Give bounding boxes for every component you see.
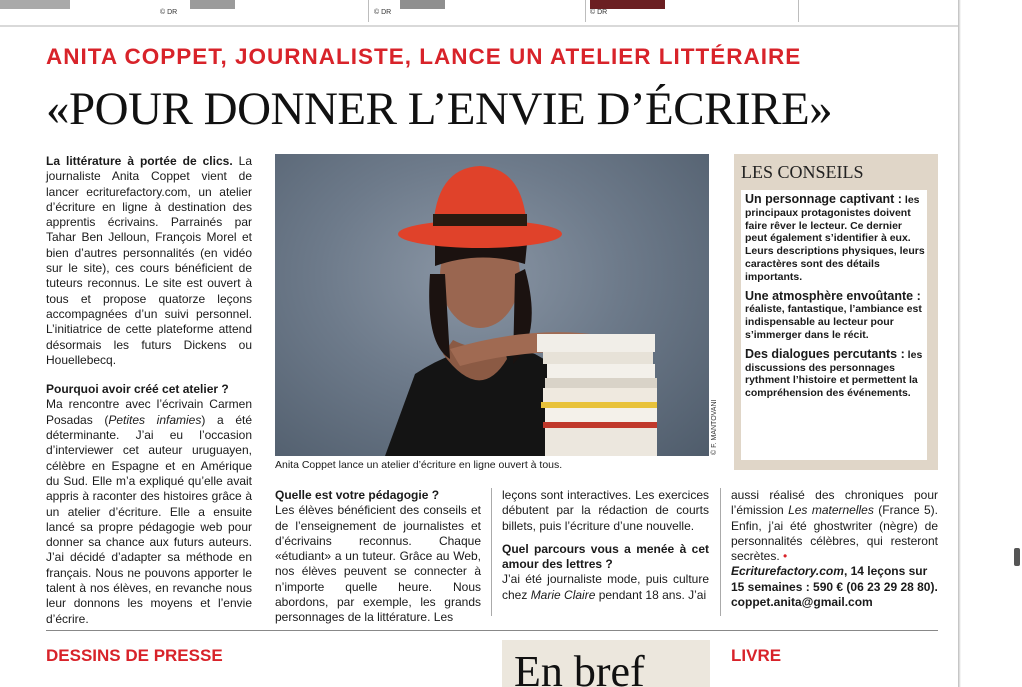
answer-1-text-b: ) a été déterminante. J’ai eu l’occasion d’interviewer cet auteur uruguayen, célèbre en Espagne et en Amérique du Sud. Elle m’a expliqué qu’elle avait appris à raconter des histoires grâce à un atelier d’écriture. Elle a ensuite lancé sa propre pédagogie web pour donner sa chance aux futurs auteurs. J’ai décidé d’adapter sa méthode en français. Nous ne pouvons apporter le talent à nos élèves, en revanche nous leur donnons les moyens et l’envie d’écrire. [46,412,252,626]
column-divider [720,488,721,616]
photo-credit: © F. MANTOVANI [711,399,718,455]
answer-3c-text-b: (France 5). Enfin, j’ai été ghostwriter (nègre) de personnalités célèbres, qui resteront secrètes. [731,503,938,564]
top-thumbnail [0,0,70,9]
magazine-title: Marie Claire [530,587,596,602]
column-4 [731,488,938,610]
portrait-illustration [275,154,709,456]
top-strip [0,0,958,22]
article-kicker: ANITA COPPET, JOURNALISTE, LANCE UN ATELIER LITTÉRAIRE [46,44,802,69]
column-divider [491,488,492,616]
advice-text: les principaux protagonistes doivent faire rêver le lecteur. Ce dernier peut également s’identifier à eux. Leurs descriptions physiques, leurs caractères sont des détails importants. [745,194,925,283]
section-press-drawings: DESSINS DE PRESSE [46,646,223,665]
advice-item [745,290,927,342]
advice-item [745,193,927,284]
column-2 [275,488,481,626]
top-rule [0,25,958,27]
info-details: , 14 leçons sur 15 semaines : 590 € (06 23 29 28 80). [731,564,938,594]
advice-lead: Un personnage captivant : [745,192,902,206]
info-site[interactable]: Ecriturefactory.com [731,564,844,579]
advice-item [745,348,927,400]
question-1: Pourquoi avoir créé cet atelier ? [46,382,229,397]
en-bref-title: En bref [514,647,645,687]
sidebar-body [745,193,927,406]
section-en-bref [502,640,710,687]
answer-3-text-a: J’ai été journaliste mode, puis culture chez [502,572,709,602]
answer-3-text-b: pendant 18 ans. J’ai [595,587,707,602]
lead-bold: La littérature à portée de clics. [46,154,233,168]
column-divider [368,0,369,22]
column-3 [502,488,709,603]
photo-caption: Anita Coppet lance un atelier d’écriture en ligne ouvert à tous. [275,459,563,471]
left-column [46,154,252,627]
section-book: LIVRE [731,646,782,665]
advice-text: réaliste, fantastique, l’ambiance est indispensable au lecteur pour s’immerger dans le récit. [745,303,922,341]
sidebar-title: LES CONSEILS [741,162,864,182]
info-block [731,564,938,595]
top-thumbnail [400,0,445,9]
scrollbar-thumb[interactable] [1014,548,1020,566]
portrait-photo [275,154,709,456]
info-email[interactable]: coppet.anita@gmail.com [731,595,873,610]
column-divider [798,0,799,22]
top-thumbnail [590,0,665,9]
advice-text: les discussions des personnages rythment l’histoire et permettent la compréhension des événements. [745,348,923,400]
end-mark: • [783,549,788,564]
viewer-background [958,0,1022,687]
photo-credit: © DR [374,9,392,16]
show-title: Les maternelles [788,503,874,518]
advice-lead: Des dialogues percutants : [745,346,905,361]
photo-credit: © DR [590,9,608,16]
column-divider [585,0,586,22]
answer-1-text-a: Ma rencontre avec l’écrivain Carmen Posadas ( [46,397,252,427]
article-headline: «POUR DONNER L’ENVIE D’ÉCRIRE» [46,83,833,135]
book-title: Petites infamies [108,412,202,427]
lead-text: La journaliste Anita Coppet vient de lancer ecriturefactory.com, un atelier d’écriture en ligne à destination des apprentis écrivains. Parrainés par Tahar Ben Jelloun, François Morel et bien d’autres personnalités (en vidéo sur le site), ces cours bénéficient de tuteurs reconnus. Le site est ouvert à tous et propose quatorze leçons accompagnées d’un suivi personnel. L’initiatrice de cette plateforme attend désormais les futurs Dickens ou Houellebecq. [46,154,252,367]
answer-2-continued: leçons sont interactives. Les exercices débutent par la rédaction de courts billets, puis l’écriture d’une nouvelle. [502,488,709,533]
answer-3c-text-a: aussi réalisé des chroniques pour l’émission [731,488,938,518]
answer-3-continued [731,488,938,564]
question-3: Quel parcours vous a menée à cet amour des lettres ? [502,541,709,572]
photo-credit: © DR [160,9,178,16]
answer-1 [46,397,252,626]
question-2: Quelle est votre pédagogie ? [275,488,440,502]
lead-paragraph [46,154,252,368]
advice-lead: Une atmosphère envoûtante : [745,288,921,303]
answer-2: Les élèves bénéficient des conseils et de l’enseignement de journalistes et d’écrivains reconnus. Chaque «étudiant» a un tuteur. Grâce au Web, nos élèves peuvent se connecter à n’importe quelle heure. Nous abordons, par exemple, les grands personnages de la littérature. Les [275,503,481,625]
answer-3 [502,572,709,603]
top-thumbnail [190,0,235,9]
section-rule [46,630,938,631]
